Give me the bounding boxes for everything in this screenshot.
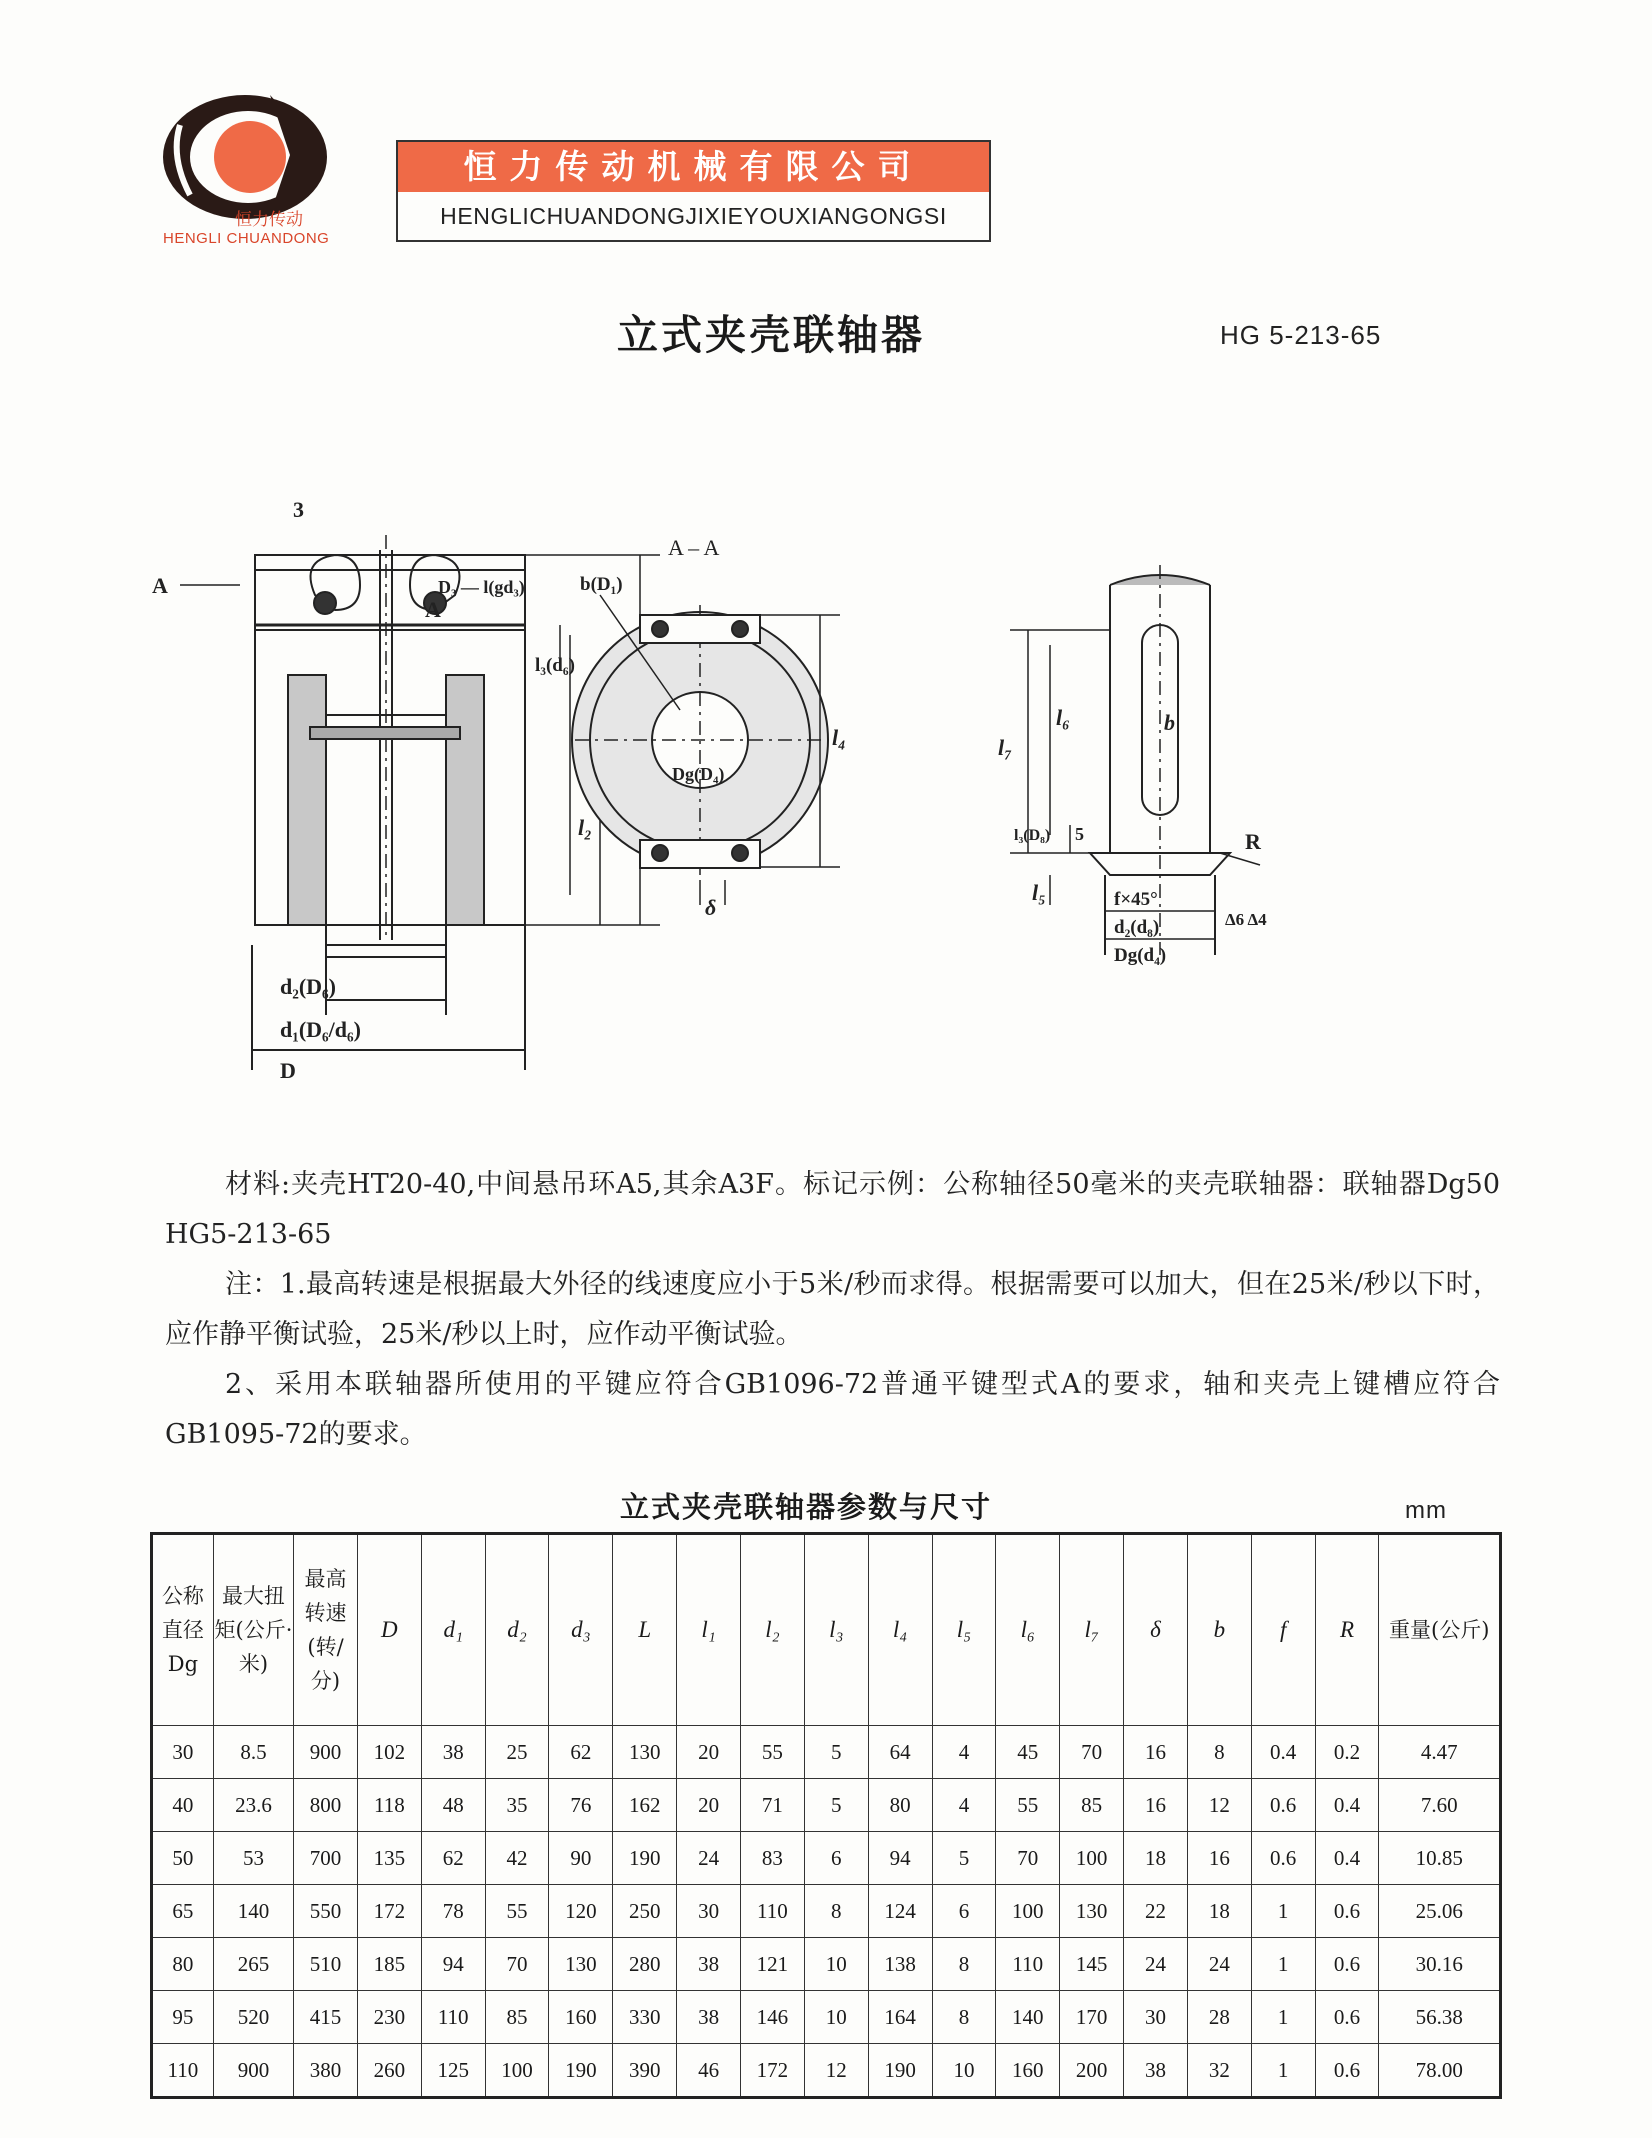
table-cell: 172 bbox=[741, 2044, 805, 2098]
table-cell: 38 bbox=[677, 1991, 741, 2044]
table-cell: 140 bbox=[996, 1991, 1060, 2044]
col-header: f bbox=[1251, 1534, 1315, 1726]
label-f45: f×45° bbox=[1114, 889, 1158, 910]
logo-text-en: HENGLI CHUANDONG bbox=[163, 230, 330, 247]
table-cell: 110 bbox=[421, 1991, 485, 2044]
table-cell: 190 bbox=[549, 2044, 613, 2098]
col-header: b bbox=[1187, 1534, 1251, 1726]
table-cell: 550 bbox=[294, 1885, 358, 1938]
label-gap: 3 bbox=[293, 497, 304, 522]
table-cell: 30 bbox=[677, 1885, 741, 1938]
table-cell: 62 bbox=[421, 1832, 485, 1885]
table-cell: 200 bbox=[1060, 2044, 1124, 2098]
table-cell: 800 bbox=[294, 1779, 358, 1832]
table-cell: 130 bbox=[1060, 1885, 1124, 1938]
table-cell: 6 bbox=[804, 1832, 868, 1885]
note-2: 2、采用本联轴器所使用的平键应符合GB1096-72普通平键型式A的要求，轴和夹壳上键槽应符合GB1095-72的要求。 bbox=[165, 1369, 1500, 1450]
table-cell: 0.6 bbox=[1251, 1779, 1315, 1832]
table-cell: 8 bbox=[1187, 1726, 1251, 1779]
table-row bbox=[152, 1938, 1501, 1991]
label-l2: l₂ bbox=[578, 815, 592, 840]
table-cell: 265 bbox=[213, 1938, 293, 1991]
label-R: R bbox=[1245, 829, 1261, 854]
table-cell: 520 bbox=[213, 1991, 293, 2044]
col-header: l₃ bbox=[804, 1534, 868, 1726]
table-cell: 5 bbox=[804, 1779, 868, 1832]
table-cell: 94 bbox=[868, 1832, 932, 1885]
company-banner bbox=[396, 140, 991, 242]
label-five: 5 bbox=[1075, 824, 1084, 844]
table-cell: 700 bbox=[294, 1832, 358, 1885]
table-cell: 0.4 bbox=[1315, 1779, 1379, 1832]
col-header: R bbox=[1315, 1534, 1379, 1726]
col-header: 重量(公斤) bbox=[1379, 1534, 1501, 1726]
table-cell: 118 bbox=[357, 1779, 421, 1832]
table-cell: 0.4 bbox=[1251, 1726, 1315, 1779]
table-title: 立式夹壳联轴器参数与尺寸 bbox=[620, 1490, 993, 1524]
table-cell: 38 bbox=[1124, 2044, 1188, 2098]
table-cell: 83 bbox=[741, 1832, 805, 1885]
technical-drawing bbox=[152, 495, 1460, 1095]
table-row bbox=[152, 1991, 1501, 2044]
table-cell: 164 bbox=[868, 1991, 932, 2044]
table-cell: 110 bbox=[152, 2044, 214, 2098]
table-cell: 45 bbox=[996, 1726, 1060, 1779]
table-cell: 70 bbox=[996, 1832, 1060, 1885]
table-cell: 80 bbox=[868, 1779, 932, 1832]
table-cell: 55 bbox=[741, 1726, 805, 1779]
table-cell: 24 bbox=[1187, 1938, 1251, 1991]
table-cell: 90 bbox=[549, 1832, 613, 1885]
col-header: δ bbox=[1124, 1534, 1188, 1726]
table-cell: 5 bbox=[932, 1832, 996, 1885]
table-cell: 18 bbox=[1187, 1885, 1251, 1938]
label-dg-d4: Dg(d₄) bbox=[1114, 945, 1167, 966]
table-cell: 0.6 bbox=[1315, 1991, 1379, 2044]
table-cell: 900 bbox=[294, 1726, 358, 1779]
table-cell: 8 bbox=[932, 1991, 996, 2044]
table-cell: 230 bbox=[357, 1991, 421, 2044]
table-cell: 100 bbox=[996, 1885, 1060, 1938]
table-cell: 7.60 bbox=[1379, 1779, 1501, 1832]
table-cell: 35 bbox=[485, 1779, 549, 1832]
label-d3: D₃ — l(gd₃) bbox=[438, 577, 525, 597]
table-cell: 8 bbox=[804, 1885, 868, 1938]
label-b-d1: b(D₁) bbox=[580, 574, 623, 595]
table-body bbox=[152, 1726, 1501, 2098]
table-cell: 78 bbox=[421, 1885, 485, 1938]
table-cell: 1 bbox=[1251, 1991, 1315, 2044]
table-cell: 0.6 bbox=[1251, 1832, 1315, 1885]
table-row bbox=[152, 1885, 1501, 1938]
table-cell: 78.00 bbox=[1379, 2044, 1501, 2098]
table-cell: 70 bbox=[485, 1938, 549, 1991]
table-cell: 18 bbox=[1124, 1832, 1188, 1885]
table-cell: 4.47 bbox=[1379, 1726, 1501, 1779]
table-cell: 24 bbox=[1124, 1938, 1188, 1991]
label-dg: Dg(D₄) bbox=[672, 764, 725, 784]
label-a: A bbox=[152, 573, 168, 598]
col-header: l₅ bbox=[932, 1534, 996, 1726]
table-cell: 16 bbox=[1187, 1832, 1251, 1885]
col-header: D bbox=[357, 1534, 421, 1726]
label-d1: d₁(D₆/d₆) bbox=[280, 1017, 361, 1042]
table-cell: 64 bbox=[868, 1726, 932, 1779]
table-row bbox=[152, 1726, 1501, 1779]
label-b: b bbox=[1164, 710, 1175, 735]
table-cell: 130 bbox=[549, 1938, 613, 1991]
col-header: l₇ bbox=[1060, 1534, 1124, 1726]
col-header: d₁ bbox=[421, 1534, 485, 1726]
table-cell: 162 bbox=[613, 1779, 677, 1832]
table-cell: 100 bbox=[485, 2044, 549, 2098]
table-cell: 16 bbox=[1124, 1726, 1188, 1779]
col-header: d₃ bbox=[549, 1534, 613, 1726]
table-cell: 102 bbox=[357, 1726, 421, 1779]
spec-table bbox=[150, 1532, 1502, 2099]
table-cell: 1 bbox=[1251, 1938, 1315, 1991]
col-header: 最大扭矩(公斤·米) bbox=[213, 1534, 293, 1726]
col-header: l₆ bbox=[996, 1534, 1060, 1726]
table-cell: 110 bbox=[996, 1938, 1060, 1991]
col-header: l₄ bbox=[868, 1534, 932, 1726]
table-cell: 135 bbox=[357, 1832, 421, 1885]
table-cell: 0.4 bbox=[1315, 1832, 1379, 1885]
table-header-row bbox=[152, 1534, 1501, 1726]
table-row bbox=[152, 2044, 1501, 2098]
table-cell: 62 bbox=[549, 1726, 613, 1779]
table-cell: 510 bbox=[294, 1938, 358, 1991]
table-cell: 53 bbox=[213, 1832, 293, 1885]
table-cell: 390 bbox=[613, 2044, 677, 2098]
table-cell: 380 bbox=[294, 2044, 358, 2098]
label-D: D bbox=[280, 1058, 296, 1083]
table-cell: 76 bbox=[549, 1779, 613, 1832]
table-cell: 71 bbox=[741, 1779, 805, 1832]
table-cell: 8.5 bbox=[213, 1726, 293, 1779]
table-cell: 65 bbox=[152, 1885, 214, 1938]
table-cell: 190 bbox=[868, 2044, 932, 2098]
table-unit: mm bbox=[1405, 1497, 1447, 1524]
table-row bbox=[152, 1779, 1501, 1832]
table-cell: 0.6 bbox=[1315, 2044, 1379, 2098]
table-cell: 10 bbox=[804, 1938, 868, 1991]
table-cell: 85 bbox=[485, 1991, 549, 2044]
notes-section bbox=[165, 1160, 1500, 1460]
label-l3-d8: l₃(D₈) bbox=[1014, 827, 1051, 844]
table-cell: 16 bbox=[1124, 1779, 1188, 1832]
col-header: 公称直径Dg bbox=[152, 1534, 214, 1726]
table-cell: 4 bbox=[932, 1779, 996, 1832]
label-delta: δ bbox=[705, 895, 717, 920]
table-cell: 40 bbox=[152, 1779, 214, 1832]
table-cell: 250 bbox=[613, 1885, 677, 1938]
table-cell: 32 bbox=[1187, 2044, 1251, 2098]
table-cell: 12 bbox=[1187, 1779, 1251, 1832]
table-cell: 6 bbox=[932, 1885, 996, 1938]
label-d2-d8: d₂(d₈) bbox=[1114, 917, 1160, 938]
table-cell: 30 bbox=[1124, 1991, 1188, 2044]
standard-code: HG 5-213-65 bbox=[1220, 320, 1382, 350]
table-cell: 20 bbox=[677, 1726, 741, 1779]
table-cell: 38 bbox=[421, 1726, 485, 1779]
table-cell: 80 bbox=[152, 1938, 214, 1991]
page-title: 立式夹壳联轴器 bbox=[617, 311, 925, 359]
table-cell: 260 bbox=[357, 2044, 421, 2098]
table-cell: 25 bbox=[485, 1726, 549, 1779]
table-cell: 172 bbox=[357, 1885, 421, 1938]
table-cell: 94 bbox=[421, 1938, 485, 1991]
table-cell: 30 bbox=[152, 1726, 214, 1779]
table-cell: 38 bbox=[677, 1938, 741, 1991]
table-cell: 22 bbox=[1124, 1885, 1188, 1938]
table-cell: 42 bbox=[485, 1832, 549, 1885]
note-1: 注：1.最高转速是根据最大外径的线速度应小于5米/秒而求得。根据需要可以加大，但在25米/秒以下时，应作静平衡试验，25米/秒以上时，应作动平衡试验。 bbox=[165, 1269, 1500, 1350]
table-cell: 20 bbox=[677, 1779, 741, 1832]
table-cell: 48 bbox=[421, 1779, 485, 1832]
label-l7: l₇ bbox=[998, 735, 1012, 760]
table-cell: 10 bbox=[932, 2044, 996, 2098]
label-d2-d6: d₂(D₆) bbox=[280, 974, 336, 999]
table-cell: 330 bbox=[613, 1991, 677, 2044]
table-cell: 24 bbox=[677, 1832, 741, 1885]
table-cell: 10 bbox=[804, 1991, 868, 2044]
table-cell: 145 bbox=[1060, 1938, 1124, 1991]
table-cell: 70 bbox=[1060, 1726, 1124, 1779]
table-cell: 55 bbox=[485, 1885, 549, 1938]
table-cell: 25.06 bbox=[1379, 1885, 1501, 1938]
col-header: 最高转速(转/分) bbox=[294, 1534, 358, 1726]
table-cell: 30.16 bbox=[1379, 1938, 1501, 1991]
table-cell: 110 bbox=[741, 1885, 805, 1938]
table-cell: 160 bbox=[549, 1991, 613, 2044]
table-cell: 125 bbox=[421, 2044, 485, 2098]
table-cell: 124 bbox=[868, 1885, 932, 1938]
table-cell: 170 bbox=[1060, 1991, 1124, 2044]
label-l6: l₆ bbox=[1056, 705, 1070, 730]
label-l3-d6: l₃(d₆) bbox=[535, 655, 575, 676]
col-header: l₁ bbox=[677, 1534, 741, 1726]
section-a-a-view bbox=[572, 595, 840, 905]
table-cell: 140 bbox=[213, 1885, 293, 1938]
table-cell: 1 bbox=[1251, 1885, 1315, 1938]
logo-text-cn: 恒力传动 bbox=[235, 210, 303, 230]
col-header: l₂ bbox=[741, 1534, 805, 1726]
table-cell: 280 bbox=[613, 1938, 677, 1991]
table-cell: 23.6 bbox=[213, 1779, 293, 1832]
col-header: d₂ bbox=[485, 1534, 549, 1726]
company-name-pinyin: HENGLICHUANDONGJIXIEYOUXIANGONGSI bbox=[440, 203, 947, 229]
table-cell: 85 bbox=[1060, 1779, 1124, 1832]
col-header: L bbox=[613, 1534, 677, 1726]
table-cell: 1 bbox=[1251, 2044, 1315, 2098]
table-cell: 138 bbox=[868, 1938, 932, 1991]
company-name-cn: 恒力传动机械有限公司 bbox=[398, 142, 989, 192]
table-cell: 146 bbox=[741, 1991, 805, 2044]
table-cell: 415 bbox=[294, 1991, 358, 2044]
table-cell: 185 bbox=[357, 1938, 421, 1991]
table-cell: 50 bbox=[152, 1832, 214, 1885]
table-cell: 0.2 bbox=[1315, 1726, 1379, 1779]
label-l5: l₅ bbox=[1032, 880, 1046, 905]
table-cell: 100 bbox=[1060, 1832, 1124, 1885]
table-cell: 0.6 bbox=[1315, 1938, 1379, 1991]
table-cell: 190 bbox=[613, 1832, 677, 1885]
table-cell: 56.38 bbox=[1379, 1991, 1501, 2044]
table-cell: 4 bbox=[932, 1726, 996, 1779]
table-cell: 121 bbox=[741, 1938, 805, 1991]
table-cell: 46 bbox=[677, 2044, 741, 2098]
label-a2: A bbox=[425, 597, 441, 622]
table-cell: 120 bbox=[549, 1885, 613, 1938]
label-l4: l₄ bbox=[832, 725, 846, 750]
table-cell: 55 bbox=[996, 1779, 1060, 1832]
label-tolerance: Δ6 Δ4 bbox=[1225, 910, 1267, 929]
table-row bbox=[152, 1832, 1501, 1885]
table-cell: 10.85 bbox=[1379, 1832, 1501, 1885]
table-cell: 5 bbox=[804, 1726, 868, 1779]
label-section: A – A bbox=[668, 535, 720, 560]
table-cell: 8 bbox=[932, 1938, 996, 1991]
table-cell: 95 bbox=[152, 1991, 214, 2044]
table-cell: 28 bbox=[1187, 1991, 1251, 2044]
table-cell: 12 bbox=[804, 2044, 868, 2098]
table-cell: 130 bbox=[613, 1726, 677, 1779]
material-note: 材料:夹壳HT20-40,中间悬吊环A5,其余A3F。标记示例：公称轴径50毫米的夹壳联轴器：联轴器Dg50 HG5-213-65 bbox=[165, 1169, 1500, 1250]
table-cell: 160 bbox=[996, 2044, 1060, 2098]
table-cell: 0.6 bbox=[1315, 1885, 1379, 1938]
table-cell: 900 bbox=[213, 2044, 293, 2098]
